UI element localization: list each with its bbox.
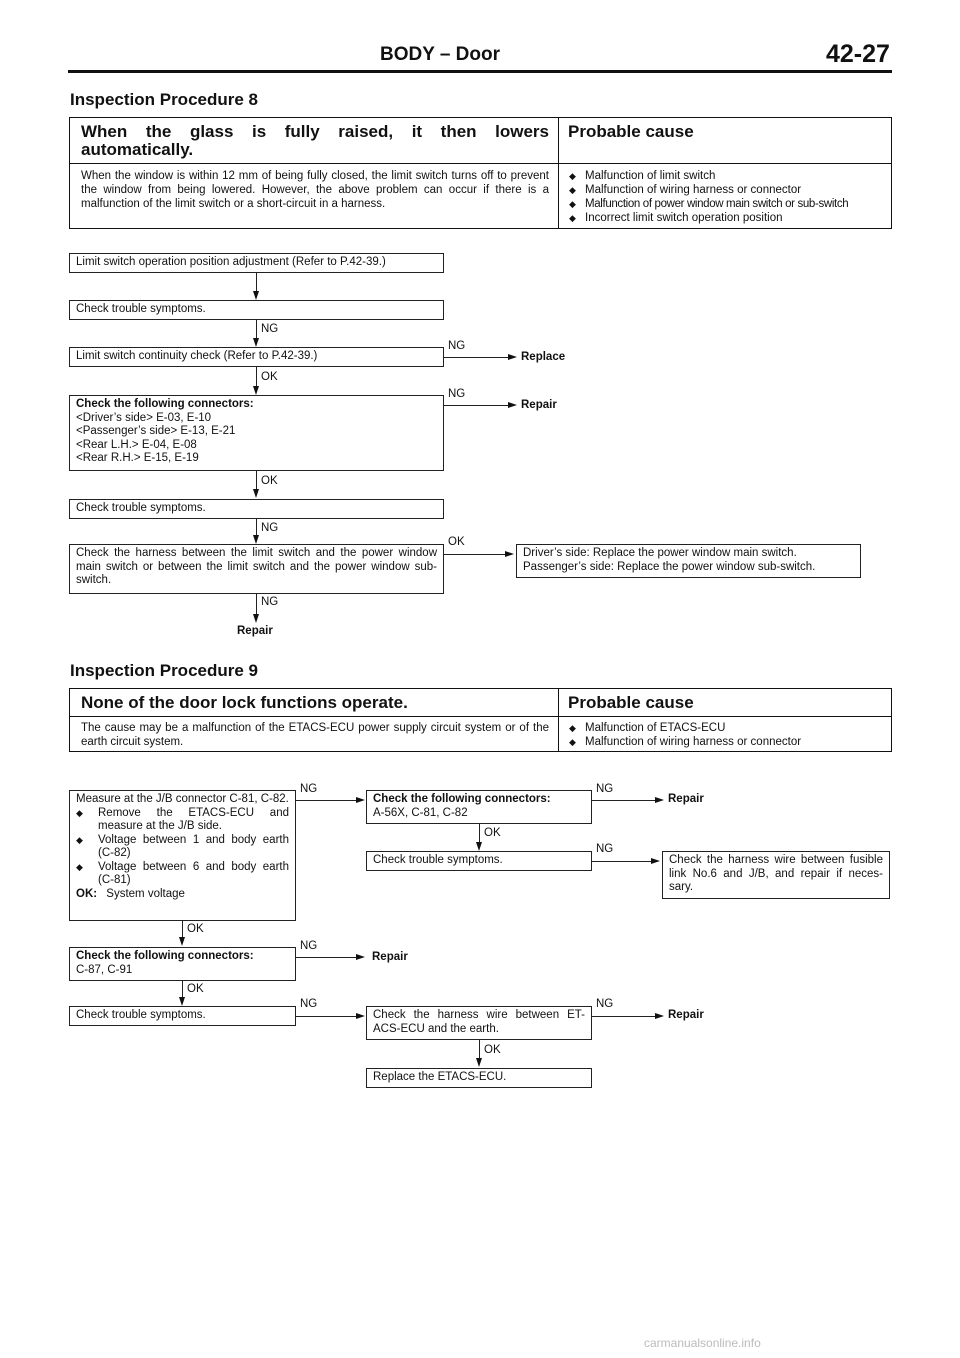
cause-item: ◆ Malfunction of power window main switch or sub-switch bbox=[569, 197, 887, 211]
result-repair: Repair bbox=[668, 793, 704, 805]
cause-item: ◆ Malfunction of wiring harness or connector bbox=[569, 735, 887, 749]
step-check-trouble-symptoms-3: Check trouble symptoms. bbox=[366, 851, 592, 871]
result-repair: Repair bbox=[372, 951, 408, 963]
result-passenger-side: Passenger’s side: Replace the power window sub-switch. bbox=[523, 560, 816, 573]
procedure-8-cause-heading: Probable cause bbox=[568, 122, 694, 141]
cause-item: ◆ Malfunction of limit switch bbox=[569, 169, 887, 183]
step-replace-etacs-ecu: Replace the ETACS-ECU. bbox=[366, 1068, 592, 1088]
measure-items bbox=[76, 807, 289, 888]
connector-rear-lh: <Rear L.H.> E-04, E-08 bbox=[76, 438, 197, 451]
procedure-9-description: The cause may be a malfunction of the ETACS-ECU power supply circuit system or of the earth circuit system. bbox=[81, 722, 549, 748]
ok-label: OK bbox=[261, 475, 278, 487]
step-limit-switch-continuity: Limit switch continuity check (Refer to P.42-39.) bbox=[69, 347, 444, 367]
connectors-value: A-56X, C-81, C-82 bbox=[373, 806, 468, 819]
step-limit-switch-adjustment: Limit switch operation position adjustment (Refer to P.42-39.) bbox=[69, 253, 444, 273]
connectors-heading: Check the following connectors: bbox=[373, 793, 551, 805]
step-check-trouble-symptoms-1: Check trouble symptoms. bbox=[69, 300, 444, 320]
step-measure-jb-connector bbox=[69, 790, 296, 921]
step-check-trouble-symptoms-4: Check trouble symptoms. bbox=[69, 1006, 296, 1026]
step-check-trouble-symptoms-2: Check trouble symptoms. bbox=[69, 499, 444, 519]
result-repair: Repair bbox=[521, 399, 557, 411]
step-check-ecu-earth-harness: Check the harness wire between ET-ACS-ECU and the earth. bbox=[366, 1006, 592, 1040]
ng-label: NG bbox=[448, 388, 466, 400]
connectors-heading: Check the following connectors: bbox=[76, 950, 254, 962]
step-check-connectors bbox=[69, 395, 444, 471]
procedure-9-table bbox=[69, 688, 892, 752]
procedure-9-causes bbox=[569, 721, 887, 749]
measure-item: ◆ Voltage between 6 and body earth (C-81) bbox=[76, 861, 289, 888]
connector-rear-rh: <Rear R.H.> E-15, E-19 bbox=[76, 452, 199, 464]
measure-ok-label: OK: bbox=[76, 887, 98, 900]
ok-label: OK bbox=[261, 371, 278, 383]
ng-label: NG bbox=[300, 783, 318, 795]
procedure-8-table bbox=[69, 117, 892, 229]
measure-item: ◆ Remove the ETACS-ECU and measure at the J/B side. bbox=[76, 807, 289, 834]
ok-label: OK bbox=[187, 923, 204, 935]
header-rule bbox=[68, 70, 892, 73]
cause-item: ◆ Malfunction of ETACS-ECU bbox=[569, 721, 887, 735]
ng-label: NG bbox=[300, 998, 318, 1010]
step-check-connectors-a56x bbox=[366, 790, 592, 824]
ng-label: NG bbox=[596, 843, 614, 855]
connector-passenger: <Passenger’s side> E-13, E-21 bbox=[76, 425, 236, 437]
result-replace: Replace bbox=[521, 351, 566, 363]
procedure-8-symptom: When the glass is fully raised, it then lowers automatically. bbox=[81, 122, 549, 159]
ok-label: OK bbox=[187, 983, 204, 995]
ng-label: NG bbox=[261, 596, 279, 608]
procedure-9-symptom: None of the door lock functions operate. bbox=[81, 693, 408, 712]
connector-driver: <Driver’s side> E-03, E-10 bbox=[76, 411, 212, 424]
cause-item: ◆ Malfunction of wiring harness or connector bbox=[569, 183, 887, 197]
ng-label: NG bbox=[261, 323, 279, 335]
ng-label: NG bbox=[448, 340, 466, 352]
cause-item: ◆ Incorrect limit switch operation position bbox=[569, 211, 887, 225]
procedure-8-description: When the window is within 12 mm of being fully closed, the limit switch turns off to prevent the window from being lowered. However, the above problem can occur if there is a malfunction of the limit switch or a short-circuit in a harness. bbox=[81, 170, 549, 210]
procedure-9-cause-heading: Probable cause bbox=[568, 693, 694, 712]
step-check-connectors-c87 bbox=[69, 947, 296, 981]
step-check-harness: Check the harness between the limit switch and the power window main switch or between the limit switch and the power window sub-switch. bbox=[69, 544, 444, 594]
ok-label: OK bbox=[484, 1044, 501, 1056]
ng-label: NG bbox=[596, 998, 614, 1010]
measure-item: ◆ Voltage between 1 and body earth (C-82) bbox=[76, 834, 289, 861]
step-check-fusible-link-harness: Check the harness wire between fusible link No.6 and J/B, and repair if neces-sary. bbox=[662, 851, 890, 899]
procedure-8-causes bbox=[569, 169, 887, 225]
ok-label: OK bbox=[448, 536, 465, 548]
page-number: 42-27 bbox=[826, 40, 890, 68]
procedure-9-title: Inspection Procedure 9 bbox=[70, 661, 258, 680]
watermark-text: carmanualsonline.info bbox=[644, 1336, 761, 1350]
result-driver-side: Driver’s side: Replace the power window main switch. bbox=[523, 547, 797, 559]
result-repair: Repair bbox=[237, 625, 273, 637]
ng-label: NG bbox=[300, 940, 318, 952]
ok-label: OK bbox=[484, 827, 501, 839]
connectors-value: C-87, C-91 bbox=[76, 963, 133, 976]
measure-intro: Measure at the J/B connector C-81, C-82. bbox=[76, 793, 289, 805]
ng-label: NG bbox=[596, 783, 614, 795]
page-section-title: BODY – Door bbox=[380, 44, 501, 65]
connectors-heading: Check the following connectors: bbox=[76, 398, 254, 410]
ng-label: NG bbox=[261, 522, 279, 534]
procedure-8-title: Inspection Procedure 8 bbox=[70, 90, 258, 109]
result-replace-switch bbox=[516, 544, 861, 578]
measure-ok-value: System voltage bbox=[106, 887, 185, 900]
result-repair: Repair bbox=[668, 1009, 704, 1021]
